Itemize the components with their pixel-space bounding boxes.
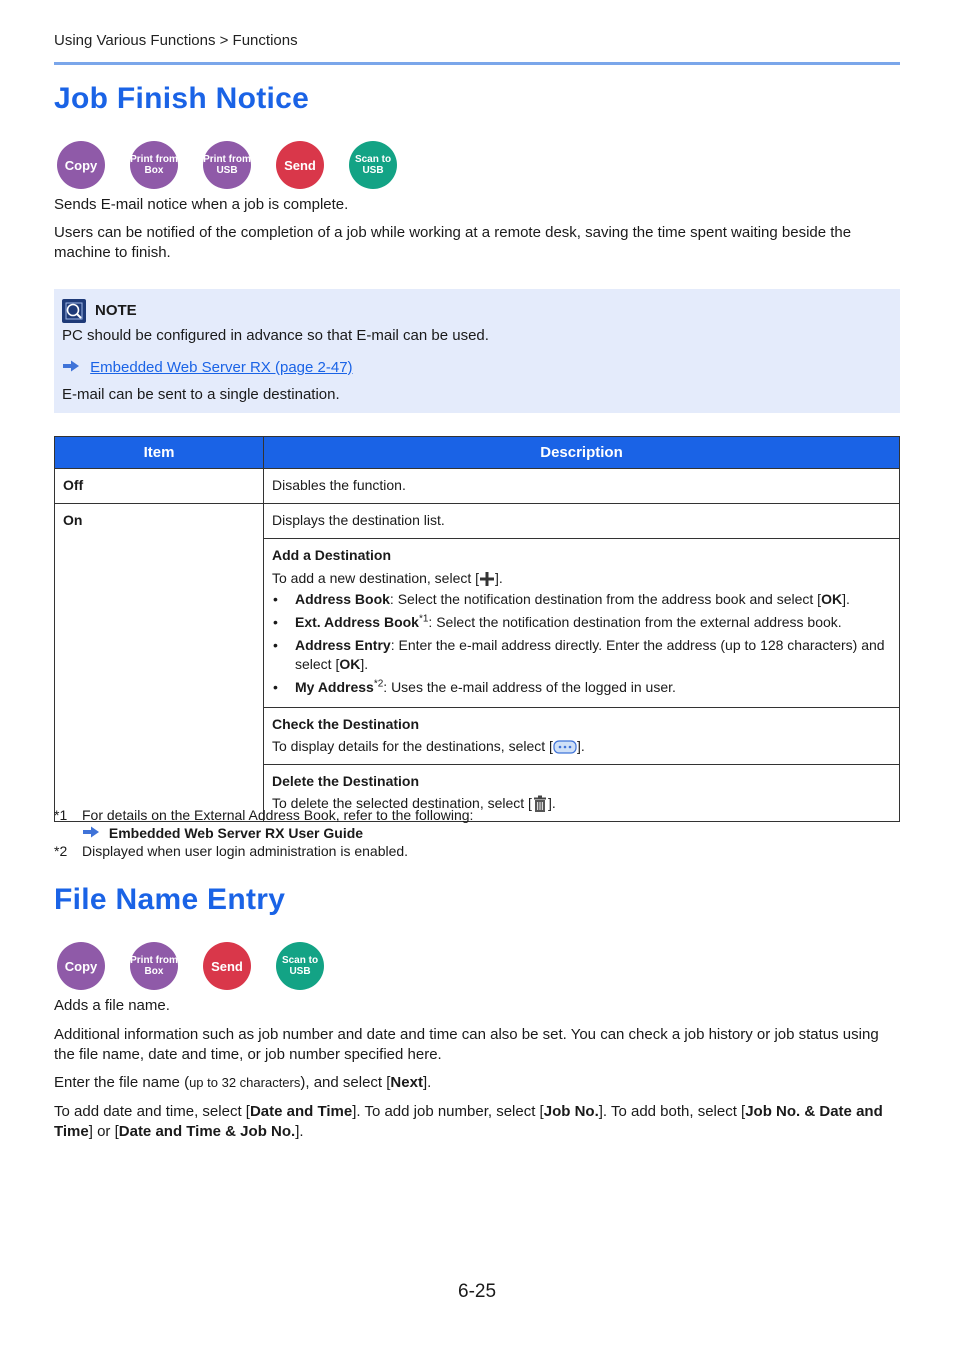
file-name-enter-instruction: Enter the file name (up to 32 characters), and select [Next]. [54,1074,432,1091]
plus-icon [479,571,495,587]
add-destination-options [272,590,891,697]
table-row-on [55,504,900,539]
page-number: 6-25 [458,1281,497,1302]
list-item-ext-address-book: • Ext. Address Book$^{*1}$: Select the notification destination from the external address book. [272,613,891,632]
badge-copy: Copy [57,141,105,189]
section-title-file-name-entry: File Name Entry [54,883,286,916]
note-icon [62,299,86,323]
table-header-item: Item [55,437,264,469]
table-row-off [55,469,900,504]
arrow-icon [82,826,100,838]
note-text-1: PC should be configured in advance so that E-mail can be used. [62,327,489,344]
badge-scan-to-usb: Scan to USB [349,141,397,189]
cell-item-off: Off [55,469,264,504]
description-text: Users can be notified of the completion of a job while working at a remote desk, saving the time spent waiting beside the machine to finish. [54,224,852,261]
header-rule [54,62,900,65]
badge-scan-to-usb: Scan to USB [276,942,324,990]
note-text-2: E-mail can be sent to a single destination. [62,386,340,403]
add-destination-lead: To add a new destination, select [ ]. [272,570,503,586]
badge-print-from-usb: Print from USB [203,141,251,189]
arrow-icon [62,360,80,372]
badge-send: Send [203,942,251,990]
date-time-instruction: To add date and time, select [Date and Time]. To add job number, select [Job No.]. To add both, select [Job No. & Date and Time] or [Date and Time & Job No.]. [54,1103,883,1140]
embedded-web-server-link[interactable]: Embedded Web Server RX (page 2-47) [90,359,353,376]
badge-print-from-box: Print from Box [130,141,178,189]
footnote-1-reference: Embedded Web Server RX User Guide [82,824,363,842]
footnote-2: *2 Displayed when user login administration is enabled. [54,843,409,859]
badge-print-from-box: Print from Box [130,942,178,990]
function-badges-2 [57,942,324,990]
cell-desc-off: Disables the function. [264,469,900,504]
note-title: NOTE [95,302,137,319]
file-name-intro: Adds a file name. [54,997,170,1014]
check-destination-title: Check the Destination [272,716,420,732]
function-badges-1 [57,141,397,189]
trash-icon [532,795,548,813]
breadcrumb: Using Various Functions > Functions [54,32,298,49]
badge-copy: Copy [57,942,105,990]
table-header-description: Description [264,437,900,469]
list-item-my-address: • My Address$^{*2}$: Uses the e-mail address of the logged in user. [272,678,891,697]
settings-table [54,436,900,822]
footnote-1: *1 For details on the External Address Book, refer to the following: [54,807,474,823]
list-item-address-entry: • Address Entry: Enter the e-mail address directly. Enter the address (up to 128 characters) and select [OK]. [272,636,891,674]
list-item-address-book: • Address Book: Select the notification destination from the address book and select [OK]. [272,590,891,609]
cell-item-on: On [55,504,264,822]
delete-destination-title: Delete the Destination [272,773,420,789]
intro-text: Sends E-mail notice when a job is complete. [54,196,349,213]
note-link-row [62,358,353,378]
file-name-description: Additional information such as job number and date and time can also be set. You can check a job history or job status using the file name, date and time, or job number specified here. [54,1026,879,1063]
section-title-job-finish-notice: Job Finish Notice [54,82,310,115]
detail-icon [553,739,577,755]
delete-destination-lead: To delete the selected destination, select [ ]. [272,793,891,813]
badge-send: Send [276,141,324,189]
cell-desc-on: Displays the destination list. [264,504,900,539]
add-destination-title: Add a Destination [272,547,392,563]
check-destination-lead: To display details for the destinations, select [ ]. [272,738,585,754]
